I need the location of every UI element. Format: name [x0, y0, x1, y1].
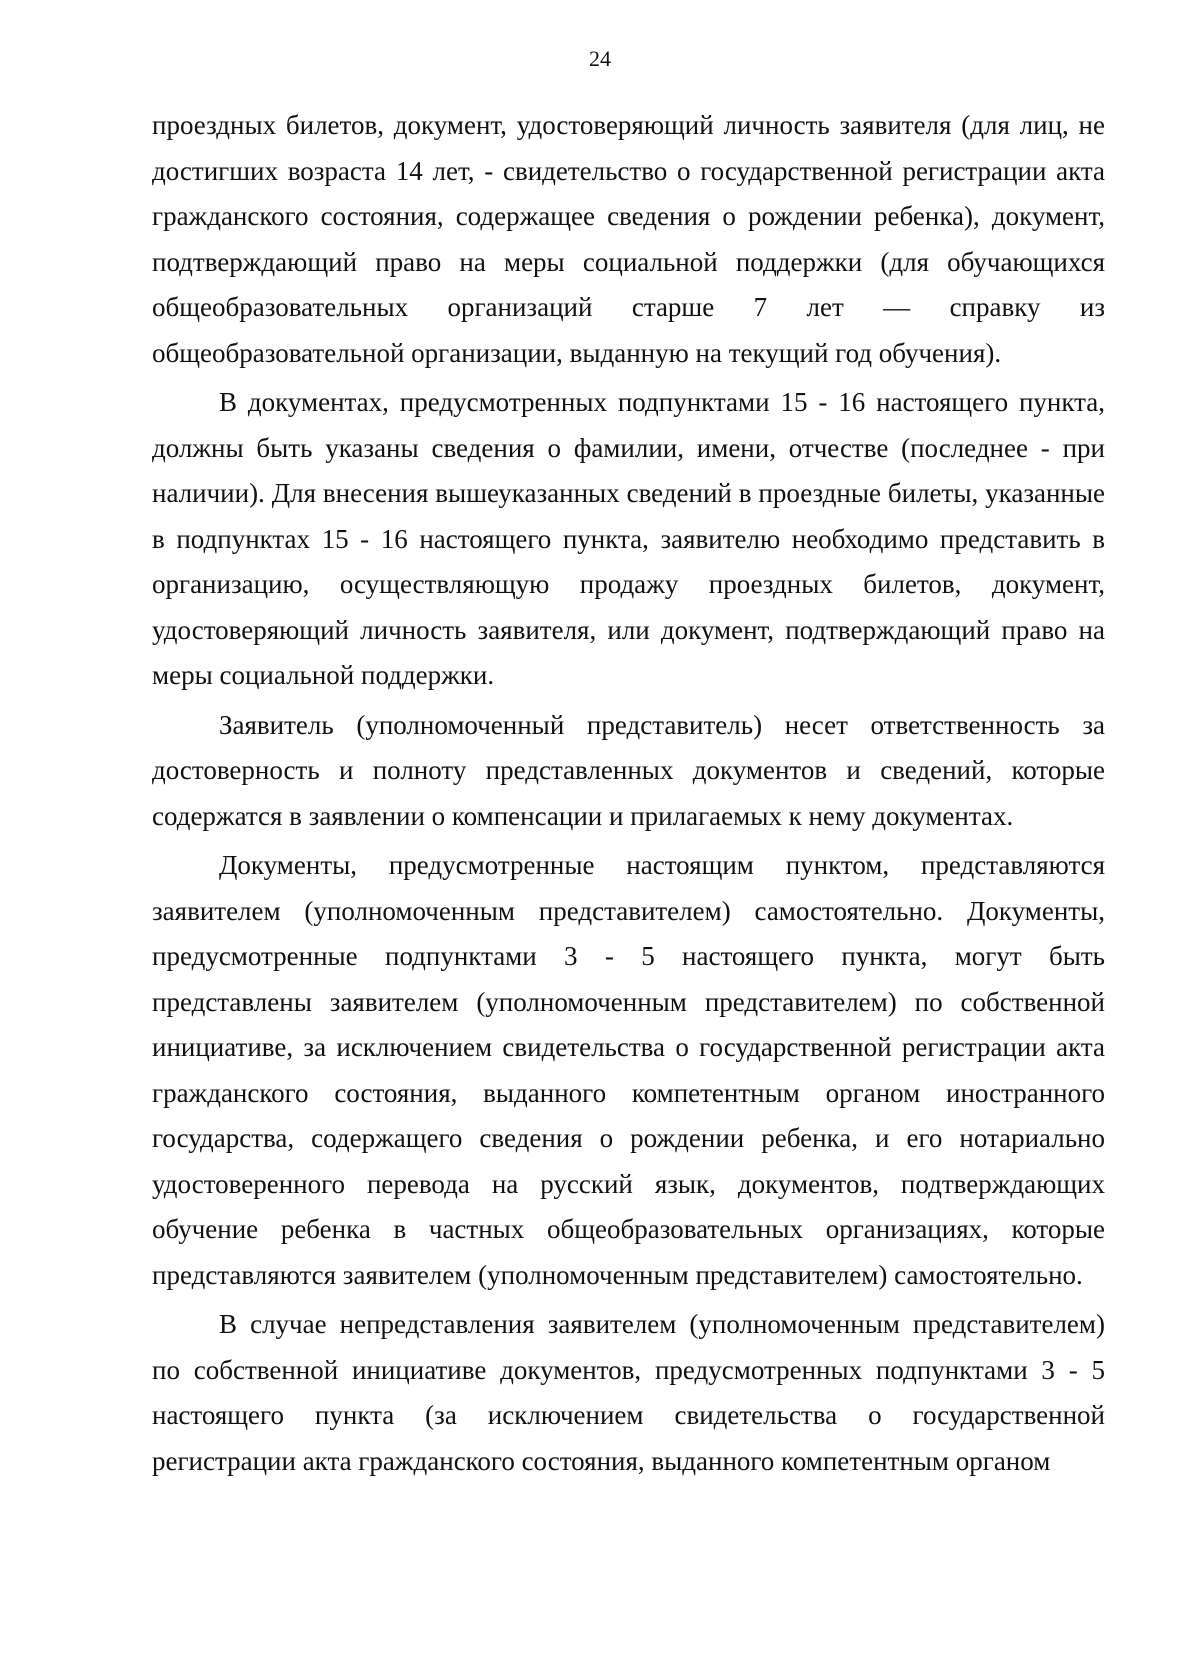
paragraph-continuation: проездных билетов, документ, удостоверяющий личность заявителя (для лиц, не достигших возраста 14 лет, - свидетельство о государственной регистрации акта гражданского состояния, содержащее сведения о рождении ребенка), документ, подтверждающий право на меры социальной поддержки (для обучающихся общеобразовательных организаций старше 7 лет — справку из общеобразовательной организации, выданную на текущий год обучения). [152, 110, 1105, 368]
page-number: 24 [589, 46, 611, 71]
paragraph-documents-submission: Документы, предусмотренные настоящим пунктом, представляются заявителем (уполномоченным представителем) самостоятельно. Документы, предусмотренные подпунктами 3 - 5 настоящего пункта, могут быть представлены заявителем (уполномоченным представителем) по собственной инициативе, за исключением свидетельства о государственной регистрации акта гражданского состояния, выданного компетентным органом иностранного государства, содержащего сведения о рождении ребенка, и его нотариально удостоверенного перевода на русский язык, документов, подтверждающих обучение ребенка в частных общеобразовательных организациях, которые представляются заявителем (уполномоченным представителем) самостоятельно. [152, 850, 1105, 1290]
document-body [152, 103, 1105, 1488]
paragraph-non-submission: В случае непредставления заявителем (уполномоченным представителем) по собственной инициативе документов, предусмотренных подпунктами 3 - 5 настоящего пункта (за исключением свидетельства о государственной регистрации акта гражданского состояния, выданного компетентным органом [152, 1309, 1105, 1476]
paragraph-documents-details: В документах, предусмотренных подпунктами 15 - 16 настоящего пункта, должны быть указаны сведения о фамилии, имени, отчестве (последнее - при наличии). Для внесения вышеуказанных сведений в проездные билеты, указанные в подпунктах 15 - 16 настоящего пункта, заявителю необходимо представить в организацию, осуществляющую продажу проездных билетов, документ, удостоверяющий личность заявителя, или документ, подтверждающий право на меры социальной поддержки. [152, 387, 1105, 690]
paragraph-applicant-responsibility: Заявитель (уполномоченный представитель) несет ответственность за достоверность и полноту представленных документов и сведений, которые содержатся в заявлении о компенсации и прилагаемых к нему документах. [152, 709, 1105, 831]
